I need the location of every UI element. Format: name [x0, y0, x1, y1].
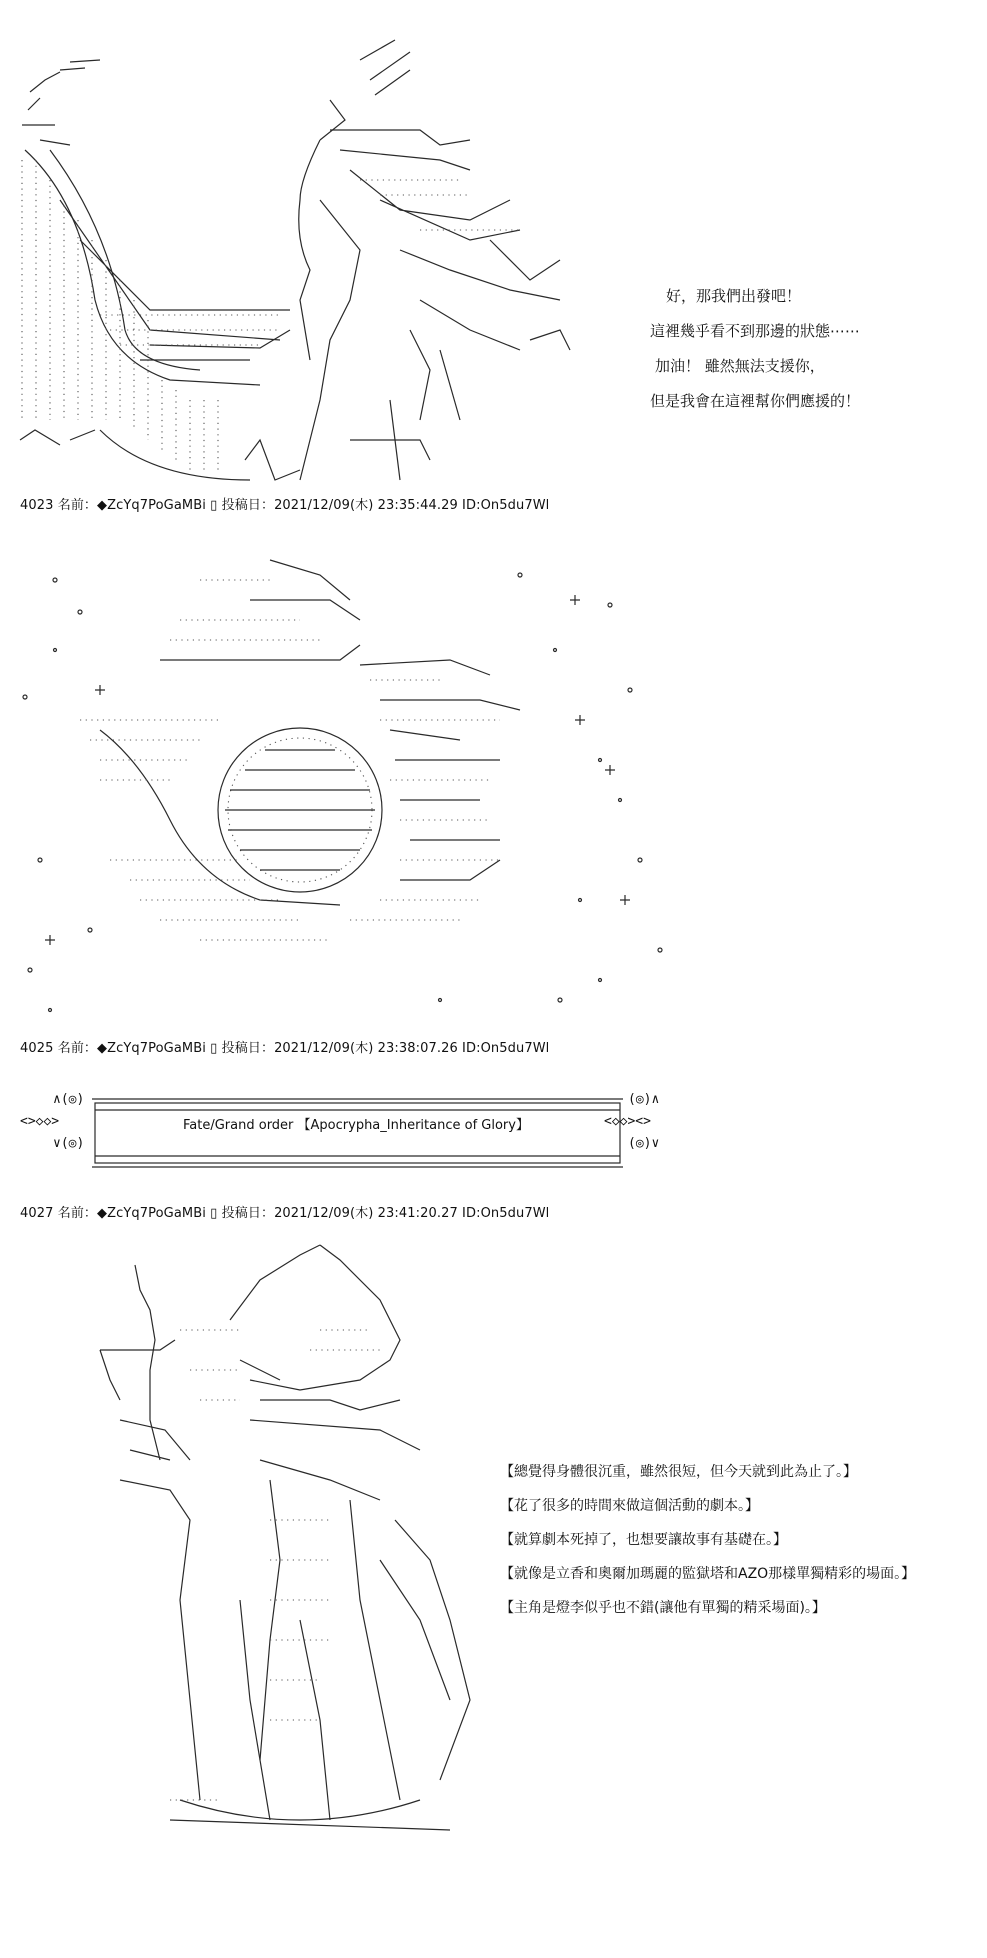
stars	[23, 573, 662, 1012]
dialogue-line: 【總覺得身體很沉重，雖然很短，但今天就到此為止了。】	[500, 1464, 857, 1480]
post-header-4025: 4025 名前：◆ZcYq7PoGaMBi ▯ 投稿日：2021/12/09(木) 23:38:07.26 ID:On5du7Wl	[20, 1041, 550, 1056]
banner-right-top: (◎)∧	[628, 1092, 660, 1107]
dialogue-line: 好，那我們出發吧！	[666, 287, 802, 305]
dialogue-line: 【花了很多的時間來做這個活動的劇本。】	[500, 1498, 759, 1514]
banner-right-bot: (◎)∨	[628, 1136, 660, 1151]
dialogue-line: 這裡幾乎看不到那邊的狀態⋯⋯	[650, 322, 861, 340]
banner-frame	[92, 1099, 623, 1167]
banner-left-bot: ∨(◎)	[53, 1136, 85, 1151]
dialogue-line: 【主角是燈李似乎也不錯(讓他有單獨的精采場面)。】	[500, 1600, 826, 1616]
banner-title: Fate/Grand order 【Apocrypha_Inheritance of Glory】	[183, 1118, 529, 1133]
post-header-4023: 4023 名前：◆ZcYq7PoGaMBi ▯ 投稿日：2021/12/09(木) 23:35:44.29 ID:On5du7Wl	[20, 498, 550, 513]
dialogue-line: 但是我會在這裡幫你們應援的！	[650, 392, 861, 410]
starry-orb-art	[23, 560, 662, 1012]
horseman-art	[299, 40, 570, 480]
post-header-4027: 4027 名前：◆ZcYq7PoGaMBi ▯ 投稿日：2021/12/09(木) 23:41:20.27 ID:On5du7Wl	[20, 1206, 550, 1221]
robed-figure-art	[100, 1245, 470, 1830]
banner-right-mid: <◇◇><>	[604, 1114, 651, 1129]
dialogue-line: 【就像是立香和奧爾加瑪麗的監獄塔和AZO那樣單獨精彩的場面。】	[500, 1566, 916, 1582]
dialogue-line: 【就算劇本死掉了，也想要讓故事有基礎在。】	[500, 1532, 787, 1548]
dialogue-line: 加油！ 雖然無法支援你，	[655, 357, 825, 375]
banner-left-top: ∧(◎)	[53, 1092, 85, 1107]
banner-left-mid: <>◇◇>	[20, 1114, 60, 1129]
creature-art	[20, 60, 300, 480]
